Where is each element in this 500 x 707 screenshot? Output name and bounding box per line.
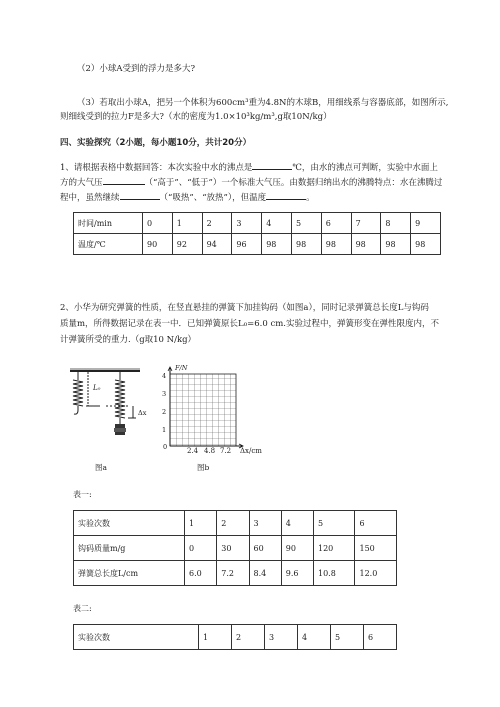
p1-text: 程中，虽然继续: [60, 193, 120, 203]
table-cell: 4: [281, 511, 313, 536]
table-cell: 60: [249, 536, 281, 561]
question-3-line-1: （3）若取出小球A，把另一个体积为600cm³重为4.8N的木球B，用细线系与容器底部，如图所示,: [77, 98, 449, 108]
p1-text: 。: [306, 193, 315, 203]
y-tick-label: 4: [162, 372, 167, 380]
table-row: [74, 213, 441, 234]
table-cell: 钩码质量m/g: [74, 536, 185, 561]
table-cell: 1: [199, 625, 232, 650]
x-tick-label: 7.2: [220, 447, 232, 455]
table-cell: 98: [351, 234, 381, 255]
table-cell: 0: [185, 536, 217, 561]
table-cell: 3: [265, 625, 298, 650]
l0-label: L₀: [93, 384, 101, 392]
table-one-label: 表一:: [73, 490, 92, 499]
y-tick-label: 1: [162, 426, 167, 434]
table-cell: 7.2: [217, 561, 249, 586]
table-cell: 6.0: [185, 561, 217, 586]
x-axis-label: Δx/cm: [240, 447, 262, 455]
table-cell: 98: [291, 234, 321, 255]
table-cell: 10.8: [314, 561, 355, 586]
table-cell: 弹簧总长度L/cm: [74, 561, 185, 586]
table-cell: 6: [355, 511, 397, 536]
table-row: [74, 561, 397, 586]
table-cell: 94: [202, 234, 232, 255]
table-row: [74, 536, 397, 561]
answer-blank[interactable]: [266, 190, 306, 200]
p2-line-1: 2、小华为研究弹簧的性质，在竖直悬挂的弹簧下加挂钩码（如图a），同时记录弹簧总长度L与钩码: [60, 303, 429, 313]
table-cell: 98: [411, 234, 441, 255]
table-cell: 6: [364, 625, 397, 650]
table-cell: 150: [355, 536, 397, 561]
table-cell: 4: [262, 213, 292, 234]
table-cell: 90: [143, 234, 173, 255]
table-cell: 3: [232, 213, 262, 234]
table-cell: 2: [202, 213, 232, 234]
section-title: 四、实验探究（2小题，每小题10分，共计20分）: [60, 138, 252, 148]
p1-text: ℃，由水的沸点可判断，实验中水面上: [292, 163, 438, 173]
figure-a-label: 图a: [95, 463, 107, 472]
question-2: （2）小球A受到的浮力是多大?: [77, 64, 196, 74]
table-cell: 98: [381, 234, 411, 255]
table-cell: 2: [217, 511, 249, 536]
table-one: [73, 510, 397, 586]
origin-label: 0: [163, 443, 168, 451]
table-cell: 92: [172, 234, 202, 255]
table-cell: 5: [331, 625, 364, 650]
figure-a-springs: [66, 366, 146, 462]
table-cell: 5: [291, 213, 321, 234]
table-cell: 9: [411, 213, 441, 234]
boiling-table: [73, 212, 441, 255]
x-tick-label: 2.4: [187, 447, 199, 455]
table-cell: 5: [314, 511, 355, 536]
table-cell: 30: [217, 536, 249, 561]
y-tick-label: 2: [162, 408, 167, 416]
p1-text: 1、请根据表格中数据回答：本次实验中水的沸点是: [60, 163, 253, 173]
p2-line-3: 计弹簧所受的重力.（g取10 N/kg）: [60, 335, 197, 345]
table-cell: 3: [249, 511, 281, 536]
p1-text: 方的大气压: [60, 178, 103, 188]
table-cell: 时间/min: [74, 213, 143, 234]
p1-line-1: [60, 160, 438, 174]
p1-line-2: [60, 175, 442, 189]
table-cell: 8.4: [249, 561, 281, 586]
table-cell: 8: [381, 213, 411, 234]
table-cell: 0: [143, 213, 173, 234]
figure-b-label: 图b: [197, 463, 210, 472]
figure-b-graph: [158, 366, 244, 452]
table-row: [74, 625, 397, 650]
table-cell: 96: [232, 234, 262, 255]
table-cell: 7: [351, 213, 381, 234]
table-cell: 实验次数: [74, 625, 199, 650]
table-cell: 实验次数: [74, 511, 185, 536]
table-two-label: 表二:: [73, 604, 92, 613]
table-cell: 98: [321, 234, 351, 255]
y-tick-label: 3: [162, 390, 167, 398]
answer-blank[interactable]: [252, 160, 292, 170]
table-cell: 温度/℃: [74, 234, 143, 255]
p1-line-3: [60, 190, 315, 204]
p2-line-2: 质量m，所得数据记录在表一中．已知弹簧原长L₀=6.0 cm.实验过程中，弹簧形变在弹性限度内，不: [60, 319, 439, 329]
table-cell: 1: [185, 511, 217, 536]
dx-label: Δx: [138, 409, 147, 417]
answer-blank[interactable]: [103, 175, 145, 185]
table-two: [73, 624, 397, 650]
x-tick-label: 4.8: [204, 447, 216, 455]
question-3-line-2: 则细线受到的拉力F是多大?（水的密度为1.0×10³kg/m³,g取10N/kg）: [60, 112, 332, 122]
table-row: [74, 234, 441, 255]
table-cell: 6: [321, 213, 351, 234]
table-cell: 2: [232, 625, 265, 650]
table-row: [74, 511, 397, 536]
table-cell: 98: [262, 234, 292, 255]
answer-blank[interactable]: [120, 190, 160, 200]
table-cell: 90: [281, 536, 313, 561]
table-cell: 4: [298, 625, 331, 650]
p1-text: （“高于”、“低于”）一个标准大气压。由数据归纳出水的沸腾特点：水在沸腾过: [144, 178, 443, 188]
y-axis-label: F/N: [175, 364, 188, 372]
table-cell: 1: [172, 213, 202, 234]
table-cell: 12.0: [355, 561, 397, 586]
table-cell: 9.6: [281, 561, 313, 586]
table-cell: 120: [314, 536, 355, 561]
p1-text: （“吸热”、“放热”），但温度: [159, 193, 267, 203]
